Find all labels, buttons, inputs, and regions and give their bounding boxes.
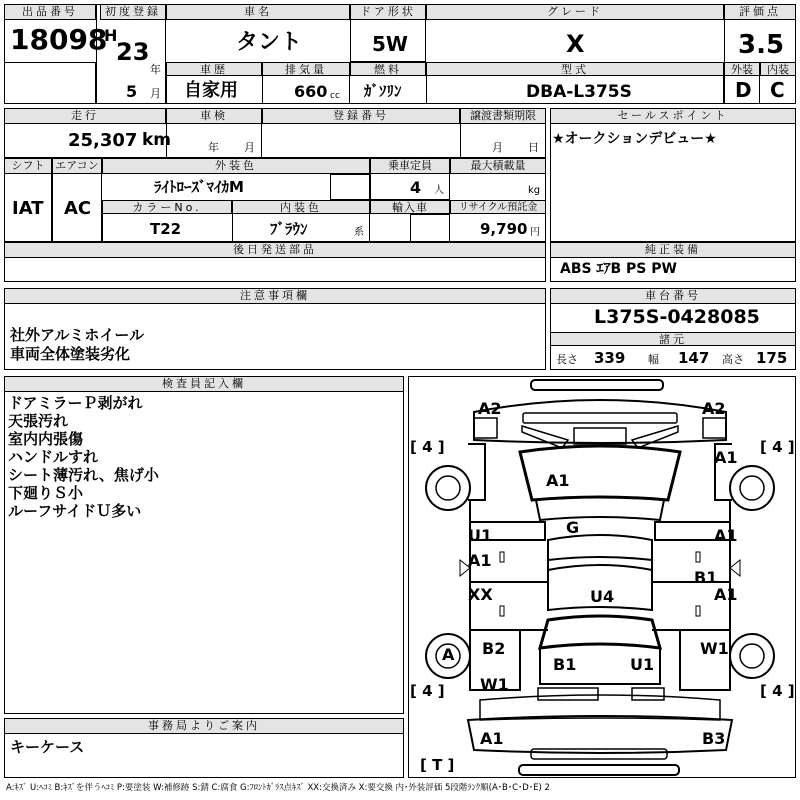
lot-number: 18098	[10, 23, 108, 56]
damage-mark: A1	[714, 526, 738, 545]
lot-label: 出品番号	[4, 4, 96, 20]
chassis-number: L375S-0428085	[594, 306, 760, 328]
car-name-label: 車名	[166, 4, 350, 20]
tire-rear-left: [ 4 ]	[410, 682, 445, 700]
height-label: 高さ	[722, 353, 744, 366]
damage-mark: A2	[478, 399, 502, 418]
equip-label: 純正装備	[550, 242, 796, 258]
notes-label: 注意事項欄	[4, 288, 546, 304]
insp-month-unit: 月	[244, 141, 255, 154]
width: 147	[678, 349, 710, 367]
tire-rear-right: [ 4 ]	[760, 682, 795, 700]
damage-mark: U1	[630, 655, 655, 674]
later-parts-label: 後日発送部品	[4, 242, 546, 258]
damage-mark: A	[442, 645, 455, 664]
recycle: 9,790	[480, 220, 528, 238]
reg-no-label: 登録番号	[262, 108, 460, 124]
inspector-line: ルーフサイドＵ多い	[8, 502, 142, 520]
door-label: ドア形状	[350, 4, 426, 20]
damage-mark: A2	[702, 399, 726, 418]
history: 自家用	[184, 80, 238, 101]
year-unit: 年	[150, 63, 161, 76]
color-no: T22	[150, 220, 182, 238]
transfer-day-unit: 日	[528, 141, 539, 154]
first-reg-label: 初度登録	[100, 4, 166, 20]
transfer-month-unit: 月	[492, 141, 503, 154]
office-label: 事務局よりご案内	[4, 718, 404, 734]
width-label: 幅	[648, 353, 659, 366]
inspector-line: ハンドルすれ	[8, 448, 99, 466]
mileage-label: 走行	[4, 108, 166, 124]
fuel-label: 燃料	[350, 62, 426, 76]
tire-front-left: [ 4 ]	[410, 438, 445, 456]
damage-mark: XX	[468, 585, 493, 604]
ext-color-label: 外装色	[102, 158, 370, 174]
grade-label: グレード	[426, 4, 724, 20]
ac-label: エアコン	[52, 158, 102, 174]
model: DBA-L375S	[526, 82, 632, 102]
car-name: タント	[236, 30, 303, 55]
history-label: 車歴	[166, 62, 262, 76]
spec-label: 諸元	[550, 332, 796, 346]
capacity-label: 乗車定員	[370, 158, 450, 174]
import-label: 輸入車	[370, 200, 450, 214]
model-label: 型式	[426, 62, 724, 76]
length-label: 長さ	[556, 353, 578, 366]
height: 175	[756, 349, 788, 367]
inspector-label: 検査員記入欄	[4, 376, 404, 392]
damage-mark: A1	[480, 729, 504, 748]
office-text: キーケース	[10, 738, 85, 756]
int-color: ﾌﾞﾗｳﾝ	[270, 220, 308, 238]
sales-label: セールスポイント	[550, 108, 796, 124]
damage-mark: A1	[714, 585, 738, 604]
cc-unit: cc	[330, 91, 340, 101]
capacity-unit: 人	[434, 185, 444, 196]
shift-label: シフト	[4, 158, 52, 174]
tire-spare: [ T ]	[420, 756, 455, 774]
score: 3.5	[738, 30, 785, 60]
recycle-label: リサイクル預託金	[450, 200, 546, 214]
damage-mark: U4	[590, 587, 615, 606]
int-score: C	[770, 78, 785, 102]
ext-label: 外装	[724, 62, 760, 76]
insp-year-unit: 年	[208, 141, 219, 154]
tire-front-right: [ 4 ]	[760, 438, 795, 456]
max-load-label: 最大積載量	[450, 158, 546, 174]
damage-mark: B3	[702, 729, 726, 748]
ac: AC	[64, 198, 92, 219]
color-no-label: カラーNo.	[102, 200, 232, 214]
inspector-line: 室内内張傷	[8, 430, 84, 448]
inspection-label: 車検	[166, 108, 262, 124]
inspector-line: シート薄汚れ、焦げ小	[8, 466, 159, 484]
damage-mark: A1	[714, 448, 738, 467]
chassis-label: 車台番号	[550, 288, 796, 304]
displacement: 660	[294, 82, 328, 101]
door-type: 5W	[372, 32, 408, 56]
shift: IAT	[12, 198, 44, 219]
note-line: 車両全体塗装劣化	[10, 345, 131, 363]
fuel: ｶﾞｿﾘﾝ	[364, 82, 402, 100]
reg-month: 5	[126, 82, 138, 101]
mileage: 25,307	[68, 130, 138, 151]
equipment: ABS ｴｱB PS PW	[560, 261, 677, 277]
damage-mark: W1	[480, 675, 509, 694]
km-unit: km	[142, 130, 172, 150]
damage-mark: W1	[700, 639, 729, 658]
grade: X	[566, 30, 585, 58]
score-label: 評価点	[724, 4, 796, 20]
note-line: 社外アルミホイール	[10, 326, 145, 344]
damage-mark: A1	[468, 551, 492, 570]
month-unit: 月	[150, 87, 161, 100]
damage-mark: B2	[482, 639, 506, 658]
max-load-unit: kg	[528, 185, 541, 196]
int-label: 内装	[760, 62, 796, 76]
inspector-line: 下廻りＳ小	[8, 484, 84, 502]
reg-year: 23	[116, 38, 150, 66]
inspector-line: ドアミラーＰ剥がれ	[8, 394, 143, 412]
era: H	[104, 26, 118, 45]
ext-score: D	[735, 78, 752, 102]
sales-point: ★オークションデビュー★	[552, 131, 717, 147]
transfer-label: 譲渡書類期限	[460, 108, 546, 124]
length: 339	[594, 349, 626, 367]
damage-mark: A1	[546, 471, 570, 490]
recycle-unit: 円	[530, 227, 540, 238]
ext-color: ﾗｲﾄﾛｰｽﾞﾏｲｶM	[154, 178, 244, 196]
damage-mark: B1	[553, 655, 577, 674]
int-color-unit: 系	[354, 227, 364, 238]
inspector-line: 天張汚れ	[8, 412, 69, 430]
damage-mark: U1	[468, 526, 493, 545]
displacement-label: 排気量	[262, 62, 350, 76]
damage-mark: G	[566, 518, 580, 537]
damage-mark: B1	[694, 568, 718, 587]
capacity: 4	[410, 178, 422, 197]
int-color-label: 内装色	[232, 200, 370, 214]
legend: A:ｷｽﾞ U:ﾍｺﾐ B:ｷｽﾞを伴うﾍｺﾐ P:要塗装 W:補修跡 S:錆 C:腐食 G:ﾌﾛﾝﾄｶﾞﾗｽ点ｷｽﾞ XX:交換済み X:要交換 内･外装評価 5段階ﾗﾝｸ順(A･B･C･D･E) 2	[6, 783, 550, 793]
